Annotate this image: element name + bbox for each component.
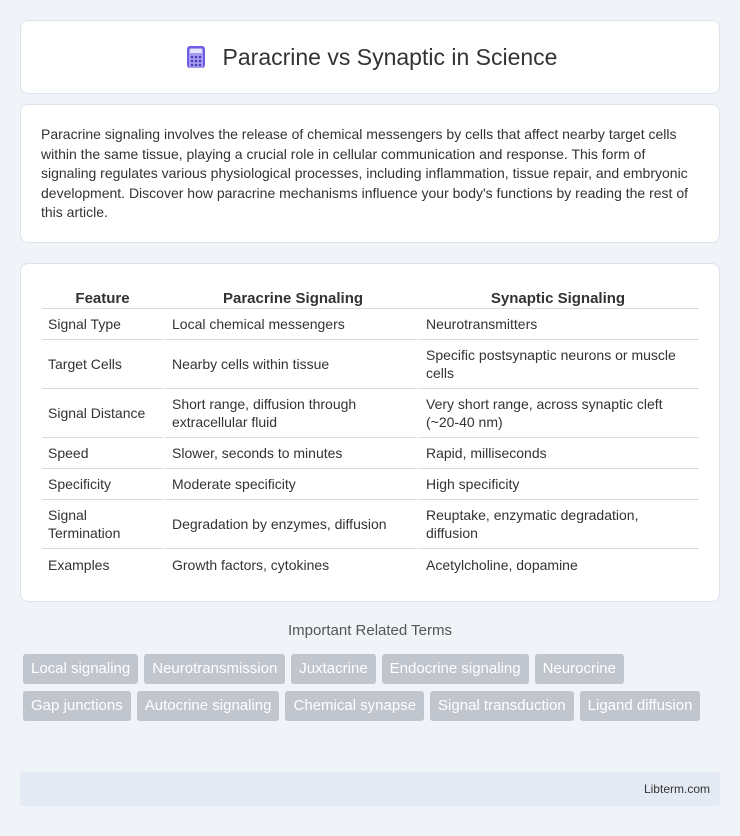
table-cell-paracrine: Short range, diffusion through extracellular fluid bbox=[163, 389, 417, 438]
table-cell-synaptic: Very short range, across synaptic cleft (~20-40 nm) bbox=[417, 389, 699, 438]
intro-card bbox=[20, 104, 720, 243]
tag-ligand-diffusion[interactable]: Ligand diffusion bbox=[580, 691, 701, 721]
table-row bbox=[42, 469, 699, 500]
table-row bbox=[42, 340, 699, 389]
header-feature: Feature bbox=[42, 284, 163, 309]
footer-site-link[interactable]: Libterm.com bbox=[643, 782, 710, 796]
tag-chemical-synapse[interactable]: Chemical synapse bbox=[285, 691, 424, 721]
table-row bbox=[42, 309, 699, 340]
header-synaptic: Synaptic Signaling bbox=[417, 284, 699, 309]
table-cell-synaptic: Rapid, milliseconds bbox=[417, 438, 699, 469]
intro-text: Paracrine signaling involves the release of chemical messengers by cells that affect nearby target cells within the same tissue, playing a crucial role in cellular communication and response. This form of signaling regulates various physiological processes, including inflammation, tissue repair, and embryonic development. Discover how paracrine mechanisms influence your body's functions by reading the rest of this article. bbox=[41, 126, 689, 220]
tag-juxtacrine[interactable]: Juxtacrine bbox=[291, 654, 375, 684]
table-cell-paracrine: Moderate specificity bbox=[163, 469, 417, 500]
tag-autocrine-signaling[interactable]: Autocrine signaling bbox=[137, 691, 280, 721]
calculator-icon bbox=[183, 44, 209, 70]
table-cell-feature: Signal Type bbox=[42, 309, 163, 340]
table-row bbox=[42, 500, 699, 549]
table-cell-synaptic: High specificity bbox=[417, 469, 699, 500]
table-cell-synaptic: Neurotransmitters bbox=[417, 309, 699, 340]
tag-local-signaling[interactable]: Local signaling bbox=[23, 654, 138, 684]
tag-endocrine-signaling[interactable]: Endocrine signaling bbox=[382, 654, 529, 684]
footer bbox=[20, 772, 720, 806]
table-cell-feature: Speed bbox=[42, 438, 163, 469]
related-terms-title: Important Related Terms bbox=[288, 622, 452, 639]
table-row bbox=[42, 438, 699, 469]
comparison-table bbox=[42, 284, 699, 580]
tag-neurocrine[interactable]: Neurocrine bbox=[535, 654, 624, 684]
table-cell-feature: Target Cells bbox=[42, 340, 163, 389]
table-cell-feature: Signal Distance bbox=[42, 389, 163, 438]
tag-neurotransmission[interactable]: Neurotransmission bbox=[144, 654, 285, 684]
related-terms-list bbox=[23, 654, 723, 721]
table-cell-feature: Examples bbox=[48, 556, 110, 573]
table-row bbox=[42, 549, 699, 580]
table-cell-paracrine: Slower, seconds to minutes bbox=[163, 438, 417, 469]
table-cell-feature: Specificity bbox=[42, 469, 163, 500]
tag-gap-junctions[interactable]: Gap junctions bbox=[23, 691, 131, 721]
table-cell-synaptic: Reuptake, enzymatic degradation, diffusion bbox=[417, 500, 699, 549]
tag-signal-transduction[interactable]: Signal transduction bbox=[430, 691, 574, 721]
page-title: Paracrine vs Synaptic in Science bbox=[222, 43, 558, 70]
table-cell-feature: Signal Termination bbox=[42, 500, 163, 549]
table-cell-paracrine: Degradation by enzymes, diffusion bbox=[163, 500, 417, 549]
table-header-row bbox=[42, 284, 699, 309]
table-cell-synaptic: Specific postsynaptic neurons or muscle cells bbox=[417, 340, 699, 389]
table-cell-paracrine: Local chemical messengers bbox=[163, 309, 417, 340]
table-cell-paracrine: Growth factors, cytokines bbox=[163, 549, 417, 580]
header-paracrine: Paracrine Signaling bbox=[163, 284, 417, 309]
table-row bbox=[42, 389, 699, 438]
header-card bbox=[20, 20, 720, 94]
table-cell-synaptic: Acetylcholine, dopamine bbox=[417, 549, 699, 580]
table-cell-paracrine: Nearby cells within tissue bbox=[163, 340, 417, 389]
comparison-card bbox=[20, 263, 720, 602]
